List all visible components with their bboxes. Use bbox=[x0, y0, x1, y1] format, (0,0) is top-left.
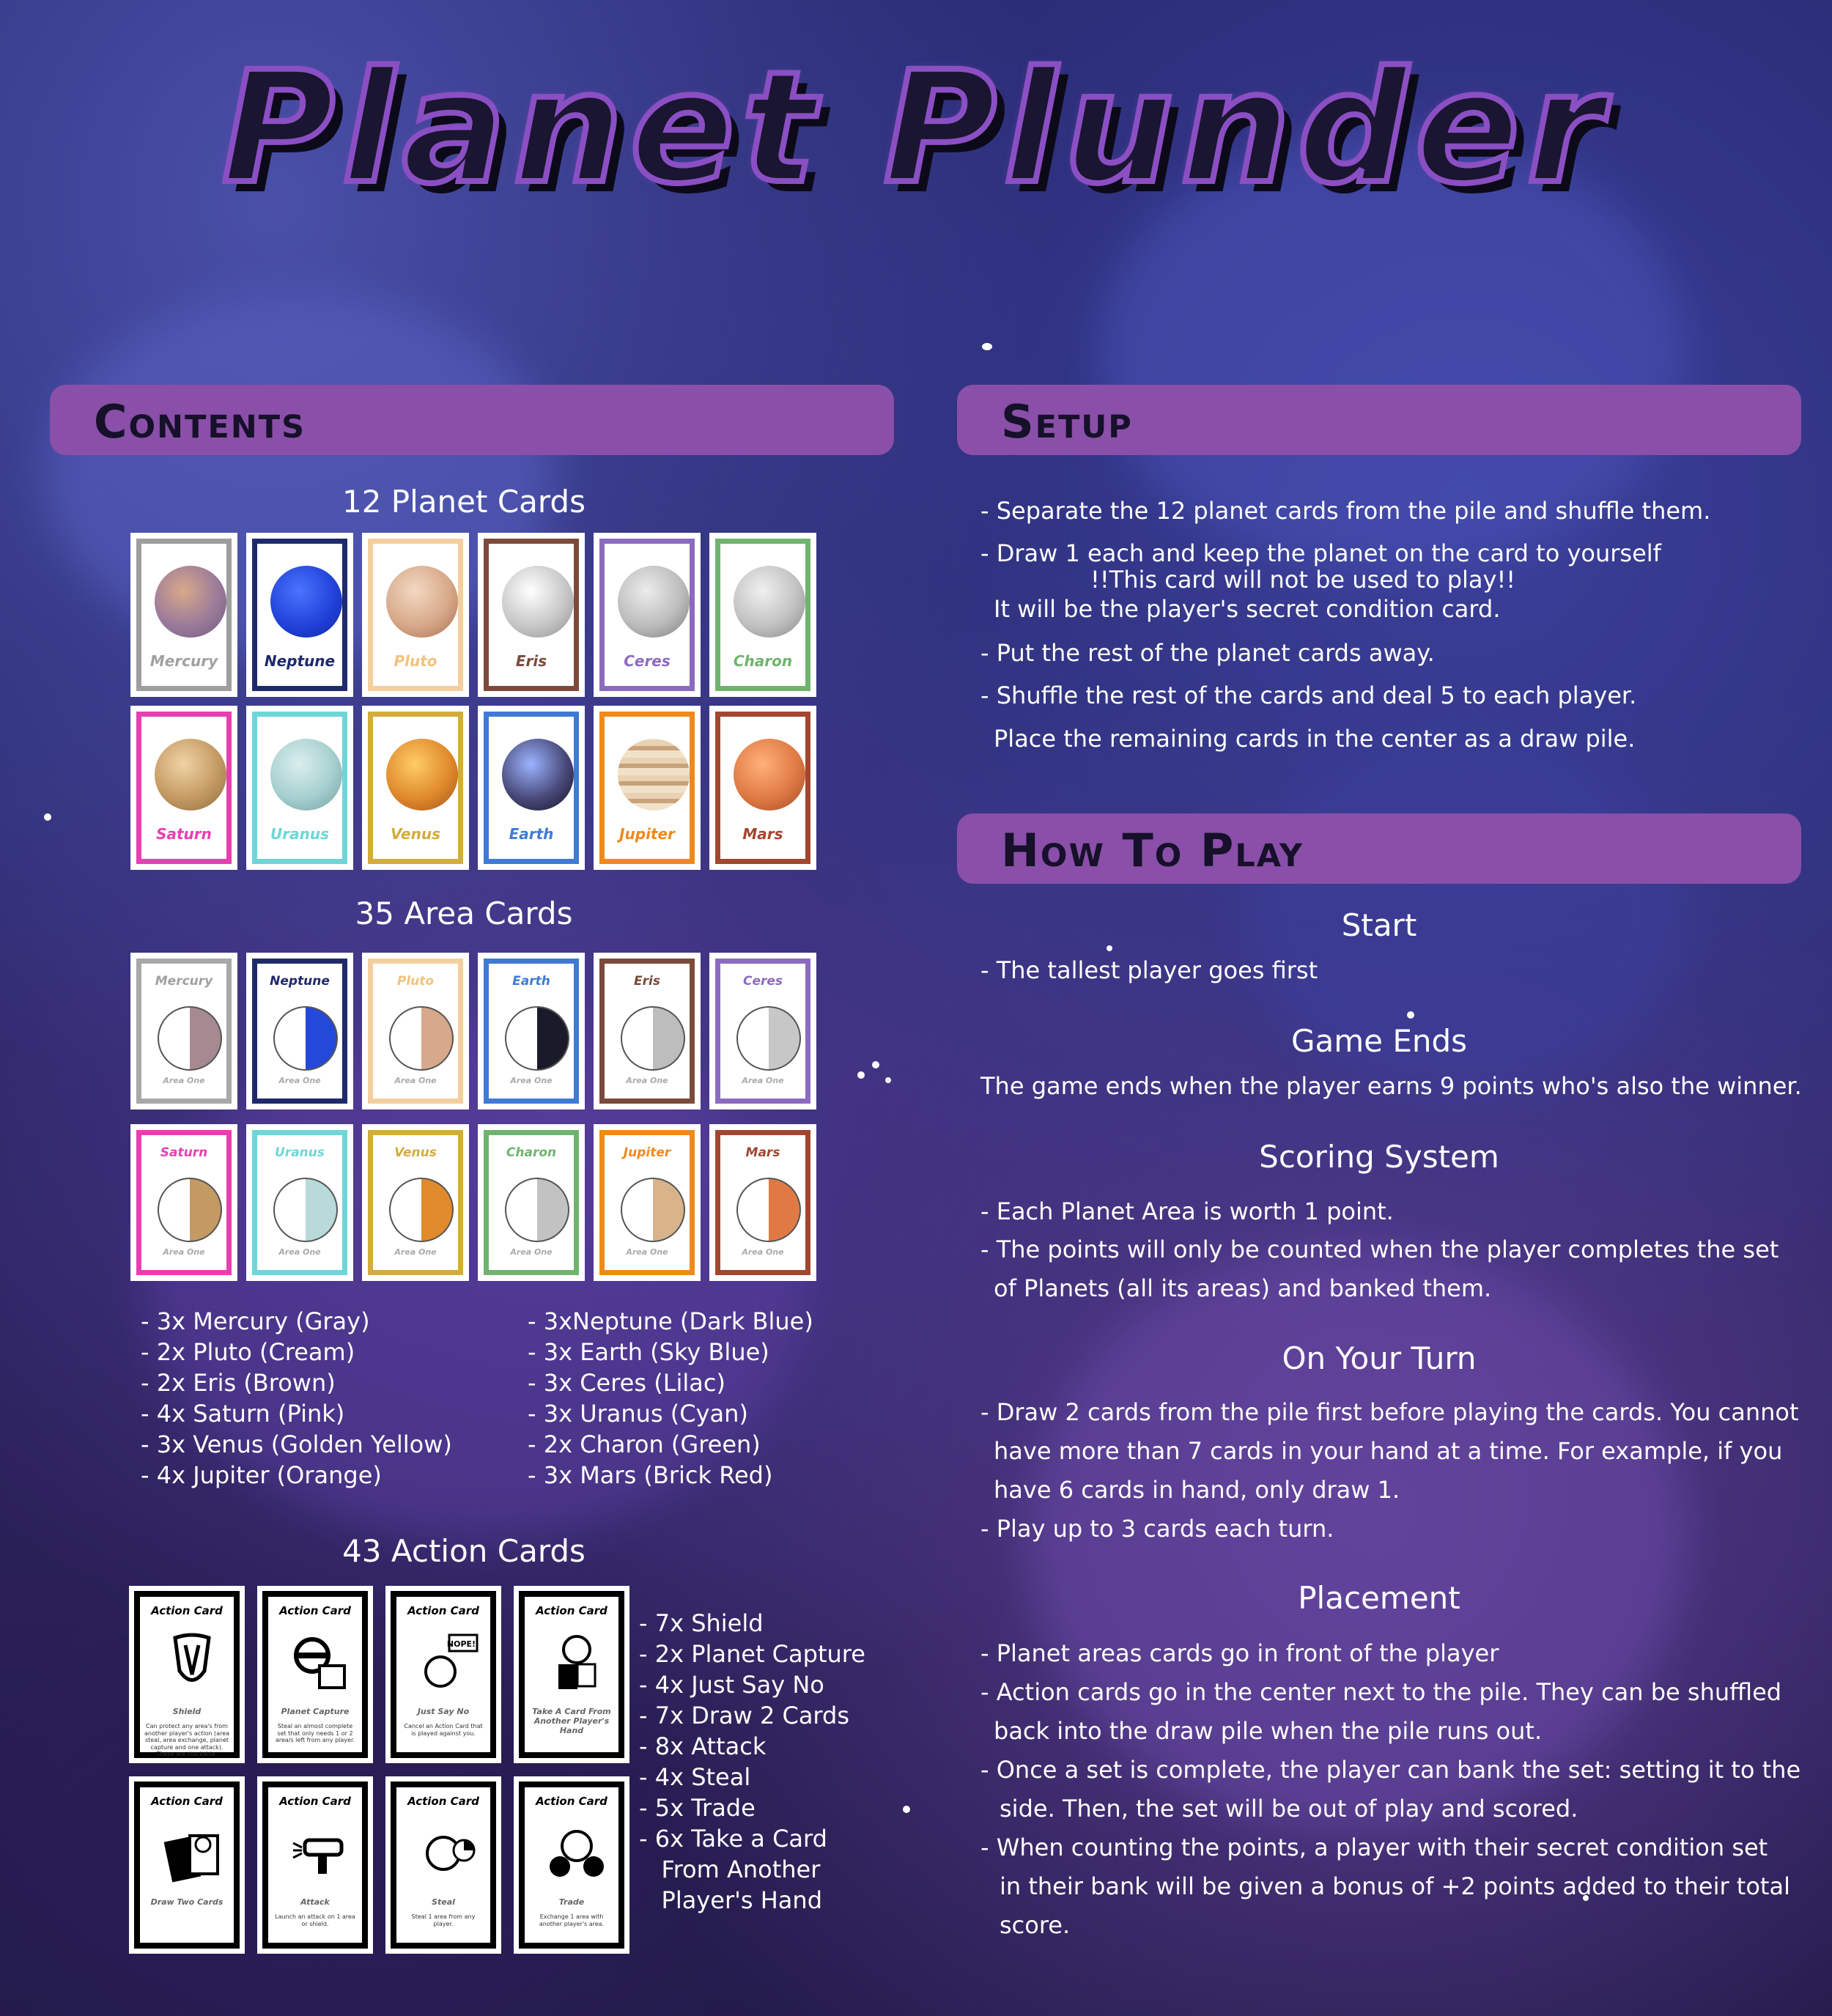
list-item: - 4x Jupiter (Orange) bbox=[141, 1461, 382, 1489]
action-card-name: Just Say No bbox=[417, 1707, 470, 1716]
planet-card-name: Pluto bbox=[394, 652, 437, 670]
area-card-name: Mercury bbox=[155, 974, 213, 989]
area-cards-title: 35 Area Cards bbox=[355, 896, 573, 931]
area-card-frame bbox=[599, 1130, 695, 1275]
list-item: - 2x Eris (Brown) bbox=[141, 1369, 336, 1397]
area-pie bbox=[736, 1178, 801, 1242]
action-card-frame bbox=[519, 1591, 624, 1758]
area-card bbox=[594, 953, 701, 1109]
scoring-line-2: - The points will only be counted when the player completes the set bbox=[980, 1236, 1779, 1263]
area-list-left bbox=[141, 1306, 452, 1491]
placement-line-8: score. bbox=[1000, 1911, 1071, 1939]
setup-header-bar bbox=[957, 385, 1801, 455]
start-line: - The tallest player goes first bbox=[980, 956, 1318, 984]
area-card bbox=[130, 953, 237, 1109]
action-card-frame bbox=[262, 1781, 368, 1949]
game-ends-title: Game Ends bbox=[1290, 1023, 1468, 1059]
planet-card bbox=[246, 533, 353, 697]
planet-card-name: Mars bbox=[742, 825, 783, 843]
planet-image bbox=[386, 566, 458, 638]
turn-line-4: - Play up to 3 cards each turn. bbox=[980, 1515, 1334, 1543]
action-list bbox=[639, 1608, 865, 1916]
planet-card bbox=[246, 706, 353, 870]
area-card-label: Area One bbox=[626, 1247, 668, 1257]
planet-card-frame bbox=[484, 712, 579, 864]
area-card bbox=[709, 1124, 816, 1281]
area-card bbox=[130, 1124, 237, 1281]
action-card bbox=[514, 1586, 629, 1763]
area-card-label: Area One bbox=[510, 1247, 553, 1257]
setup-heading: Setup bbox=[1001, 395, 1133, 448]
area-card-name: Uranus bbox=[275, 1145, 325, 1160]
area-card-label: Area One bbox=[278, 1076, 321, 1085]
setup-line-3: It will be the player's secret condition card. bbox=[994, 595, 1501, 623]
area-card-name: Venus bbox=[394, 1145, 437, 1160]
planet-image bbox=[155, 566, 226, 638]
scoring-title: Scoring System bbox=[1259, 1139, 1499, 1175]
action-card-header: Action Card bbox=[151, 1795, 223, 1808]
turn-line-3: have 6 cards in hand, only draw 1. bbox=[994, 1476, 1400, 1504]
setup-line-2: - Draw 1 each and keep the planet on the card to yourself bbox=[980, 539, 1661, 567]
area-card-label: Area One bbox=[742, 1076, 784, 1085]
area-card-label: Area One bbox=[742, 1247, 784, 1257]
area-pie bbox=[389, 1006, 454, 1071]
planet-card-frame bbox=[252, 712, 347, 864]
planet-card bbox=[362, 706, 469, 870]
action-card-illustration bbox=[289, 1631, 352, 1694]
action-card-frame bbox=[391, 1781, 496, 1949]
action-card-frame bbox=[134, 1781, 240, 1949]
action-card-header: Action Card bbox=[407, 1795, 479, 1808]
list-item: - 6x Take a Card bbox=[639, 1825, 827, 1853]
action-card bbox=[129, 1586, 245, 1763]
action-card bbox=[257, 1586, 373, 1763]
action-card-illustration bbox=[545, 1631, 608, 1694]
action-card-illustration bbox=[289, 1821, 352, 1884]
action-card-name: Take A Card From Another Player's Hand bbox=[532, 1707, 611, 1735]
area-card bbox=[362, 1124, 469, 1281]
planet-card-name: Neptune bbox=[264, 652, 336, 670]
area-card bbox=[478, 1124, 585, 1281]
area-card-name: Charon bbox=[506, 1145, 557, 1160]
action-card-name: Attack bbox=[300, 1897, 330, 1907]
area-card-name: Saturn bbox=[160, 1145, 208, 1160]
planet-card bbox=[362, 533, 469, 697]
planet-card-frame bbox=[715, 712, 810, 864]
area-card bbox=[594, 1124, 701, 1281]
planet-card bbox=[594, 533, 701, 697]
area-pie bbox=[505, 1006, 569, 1071]
planet-card-name: Ceres bbox=[624, 652, 671, 670]
action-card-frame bbox=[391, 1591, 496, 1758]
planet-image bbox=[270, 739, 342, 811]
area-card-name: Eris bbox=[634, 974, 660, 989]
planet-card bbox=[594, 706, 701, 870]
action-card-header: Action Card bbox=[279, 1795, 351, 1808]
list-item: - 7x Draw 2 Cards bbox=[639, 1702, 849, 1729]
list-item: Player's Hand bbox=[639, 1886, 822, 1914]
area-card bbox=[246, 1124, 353, 1281]
list-item: - 8x Attack bbox=[639, 1732, 767, 1760]
action-card-description: Steal an almost complete set that only needs 1 or 2 area/s left from any player. bbox=[275, 1723, 355, 1744]
action-card-name: Shield bbox=[172, 1707, 202, 1716]
placement-line-4: - Once a set is complete, the player can bank the set: setting it to the bbox=[980, 1756, 1801, 1784]
placement-line-1: - Planet areas cards go in front of the player bbox=[980, 1639, 1499, 1667]
area-card-name: Ceres bbox=[742, 974, 783, 989]
planet-card-frame bbox=[715, 539, 810, 691]
list-item: - 2x Charon (Green) bbox=[528, 1430, 761, 1458]
turn-line-2: have more than 7 cards in your hand at a time. For example, if you bbox=[994, 1437, 1783, 1465]
setup-line-6: Place the remaining cards in the center as a draw pile. bbox=[994, 725, 1636, 753]
scoring-line-1: - Each Planet Area is worth 1 point. bbox=[980, 1197, 1394, 1225]
contents-heading: Contents bbox=[94, 395, 306, 448]
planet-card-name: Venus bbox=[391, 825, 440, 843]
action-card-header: Action Card bbox=[279, 1604, 351, 1617]
list-item: - 3x Mercury (Gray) bbox=[141, 1307, 370, 1335]
planet-card bbox=[478, 533, 585, 697]
action-card bbox=[385, 1776, 501, 1954]
list-item: - 3x Ceres (Lilac) bbox=[528, 1369, 725, 1397]
area-card-name: Jupiter bbox=[623, 1145, 671, 1160]
action-card-frame bbox=[262, 1591, 368, 1758]
area-pie bbox=[505, 1178, 569, 1242]
area-card-label: Area One bbox=[626, 1076, 668, 1085]
area-card-name: Mars bbox=[745, 1145, 780, 1160]
area-card-name: Earth bbox=[512, 974, 550, 989]
list-item: From Another bbox=[639, 1856, 821, 1883]
turn-title: On Your Turn bbox=[1282, 1340, 1477, 1376]
action-card-header: Action Card bbox=[536, 1795, 607, 1808]
planet-card-frame bbox=[368, 539, 463, 691]
action-card-illustration bbox=[160, 1631, 224, 1694]
area-card-frame bbox=[368, 959, 463, 1104]
planet-card bbox=[709, 706, 816, 870]
planet-card-name: Charon bbox=[733, 652, 793, 670]
area-card-frame bbox=[252, 959, 347, 1104]
planet-cards-title: 12 Planet Cards bbox=[342, 484, 586, 520]
area-card-frame bbox=[715, 959, 810, 1104]
action-card-illustration bbox=[417, 1821, 480, 1884]
contents-header-bar bbox=[50, 385, 894, 455]
list-item: - 3x Earth (Sky Blue) bbox=[528, 1338, 769, 1366]
area-card-frame bbox=[252, 1130, 347, 1275]
action-card-description: Steal 1 area from any player. bbox=[411, 1913, 476, 1927]
action-card-name: Trade bbox=[558, 1897, 585, 1907]
planet-image bbox=[618, 739, 690, 811]
planet-card-name: Eris bbox=[515, 652, 547, 670]
planet-image bbox=[502, 739, 574, 811]
action-card-illustration bbox=[545, 1821, 608, 1884]
list-item: - 3x Mars (Brick Red) bbox=[528, 1461, 773, 1489]
list-item: - 4x Just Say No bbox=[639, 1671, 824, 1699]
placement-title: Placement bbox=[1298, 1580, 1460, 1616]
planet-image bbox=[734, 739, 805, 811]
list-item: - 3x Uranus (Cyan) bbox=[528, 1400, 748, 1428]
area-card-frame bbox=[715, 1130, 810, 1275]
area-card-label: Area One bbox=[163, 1247, 205, 1257]
area-card-frame bbox=[368, 1130, 463, 1275]
action-card bbox=[129, 1776, 245, 1954]
action-cards-title: 43 Action Cards bbox=[342, 1533, 586, 1569]
area-pie bbox=[621, 1178, 685, 1242]
planet-card-name: Mercury bbox=[149, 652, 218, 670]
planet-image bbox=[618, 566, 690, 638]
list-item: - 5x Trade bbox=[639, 1794, 756, 1822]
action-card-frame bbox=[134, 1591, 240, 1758]
list-item: - 3xNeptune (Dark Blue) bbox=[528, 1307, 813, 1335]
planet-card bbox=[478, 706, 585, 870]
setup-line-1: - Separate the 12 planet cards from the pile and shuffle them. bbox=[980, 497, 1711, 525]
area-card bbox=[478, 953, 585, 1109]
setup-warning: !!This card will not be used to play!! bbox=[1090, 566, 1516, 594]
action-card-illustration bbox=[417, 1631, 480, 1694]
area-list-right bbox=[528, 1306, 813, 1491]
scoring-line-3: of Planets (all its areas) and banked them. bbox=[994, 1274, 1492, 1302]
planet-card-frame bbox=[368, 712, 463, 864]
planet-image bbox=[270, 566, 342, 638]
area-pie bbox=[621, 1006, 685, 1071]
planet-image bbox=[502, 566, 574, 638]
planet-card bbox=[130, 533, 237, 697]
action-card-header: Action Card bbox=[151, 1604, 223, 1617]
area-card-name: Neptune bbox=[270, 974, 330, 989]
area-pie bbox=[273, 1178, 338, 1242]
list-item: - 4x Saturn (Pink) bbox=[141, 1400, 345, 1428]
area-card-frame bbox=[136, 959, 232, 1104]
how-to-play-heading: How To Play bbox=[1001, 824, 1304, 877]
area-pie bbox=[158, 1006, 222, 1071]
planet-card-name: Saturn bbox=[156, 825, 212, 843]
action-card-header: Action Card bbox=[407, 1604, 479, 1617]
area-card-frame bbox=[484, 1130, 579, 1275]
list-item: - 3x Venus (Golden Yellow) bbox=[141, 1430, 452, 1458]
action-card-description: Launch an attack on 1 area or shield. bbox=[275, 1913, 355, 1927]
area-card-label: Area One bbox=[394, 1076, 437, 1085]
placement-line-2: - Action cards go in the center next to the pile. They can be shuffled bbox=[980, 1678, 1782, 1706]
game-ends-line: The game ends when the player earns 9 points who's also the winner. bbox=[980, 1072, 1802, 1100]
area-card bbox=[362, 953, 469, 1109]
list-item: - 2x Pluto (Cream) bbox=[141, 1338, 355, 1366]
action-card-name: Planet Capture bbox=[281, 1707, 350, 1716]
area-card-label: Area One bbox=[510, 1076, 553, 1085]
action-card-name: Steal bbox=[432, 1897, 455, 1907]
svg-text:NOPE!!: NOPE!! bbox=[446, 1639, 480, 1649]
planet-card bbox=[709, 533, 816, 697]
planet-card-name: Jupiter bbox=[619, 825, 675, 843]
planet-image bbox=[155, 739, 226, 811]
area-pie bbox=[389, 1178, 454, 1242]
action-card bbox=[385, 1586, 501, 1763]
area-card-frame bbox=[599, 959, 695, 1104]
action-card-description: Exchange 1 area with another player's area. bbox=[539, 1913, 605, 1927]
start-title: Start bbox=[1341, 907, 1417, 943]
list-item: - 4x Steal bbox=[639, 1763, 751, 1791]
list-item: - 2x Planet Capture bbox=[639, 1640, 865, 1668]
area-card bbox=[709, 953, 816, 1109]
area-card bbox=[246, 953, 353, 1109]
how-to-play-header-bar bbox=[957, 813, 1801, 884]
action-card-illustration bbox=[160, 1821, 224, 1884]
placement-line-6: - When counting the points, a player with their secret condition set bbox=[980, 1834, 1768, 1861]
area-card-label: Area One bbox=[394, 1247, 437, 1257]
area-card-name: Pluto bbox=[396, 974, 435, 989]
area-card-label: Area One bbox=[278, 1247, 321, 1257]
action-card-header: Action Card bbox=[536, 1604, 607, 1617]
turn-line-1: - Draw 2 cards from the pile first before playing the cards. You cannot bbox=[980, 1398, 1799, 1426]
action-card-frame bbox=[519, 1781, 624, 1949]
list-item: - 7x Shield bbox=[639, 1609, 764, 1637]
planet-image bbox=[734, 566, 805, 638]
placement-line-7: in their bank will be given a bonus of +2 points added to their total bbox=[1000, 1872, 1790, 1900]
setup-line-5: - Shuffle the rest of the cards and deal 5 to each player. bbox=[980, 682, 1637, 709]
planet-card-frame bbox=[484, 539, 579, 691]
placement-line-5: side. Then, the set will be out of play and scored. bbox=[1000, 1795, 1578, 1823]
planet-card-frame bbox=[136, 539, 232, 691]
planet-card-frame bbox=[136, 712, 232, 864]
planet-image bbox=[386, 739, 458, 811]
setup-line-4: - Put the rest of the planet cards away. bbox=[980, 639, 1435, 667]
area-pie bbox=[273, 1006, 338, 1071]
planet-card-frame bbox=[252, 539, 347, 691]
area-card-label: Area One bbox=[163, 1076, 205, 1085]
planet-card-frame bbox=[599, 539, 695, 691]
area-pie bbox=[158, 1178, 222, 1242]
area-pie bbox=[736, 1006, 801, 1071]
area-card-frame bbox=[136, 1130, 232, 1275]
area-card-frame bbox=[484, 959, 579, 1104]
action-card-description: Cancel an Action Card that is played against you. bbox=[404, 1723, 483, 1737]
action-card bbox=[514, 1776, 629, 1954]
action-card-description: Can protect any area's from another player's action (area steal, area exchange, planet capture and one attack). These are stackable. bbox=[144, 1723, 230, 1758]
placement-line-3: back into the draw pile when the pile runs out. bbox=[994, 1717, 1543, 1745]
planet-card-frame bbox=[599, 712, 695, 864]
action-card bbox=[257, 1776, 373, 1954]
action-card-name: Draw Two Cards bbox=[150, 1897, 224, 1907]
planet-card bbox=[130, 706, 237, 870]
planet-card-name: Uranus bbox=[270, 825, 329, 843]
page-title: Planet Plunder bbox=[221, 38, 1611, 218]
planet-card-name: Earth bbox=[509, 825, 554, 843]
